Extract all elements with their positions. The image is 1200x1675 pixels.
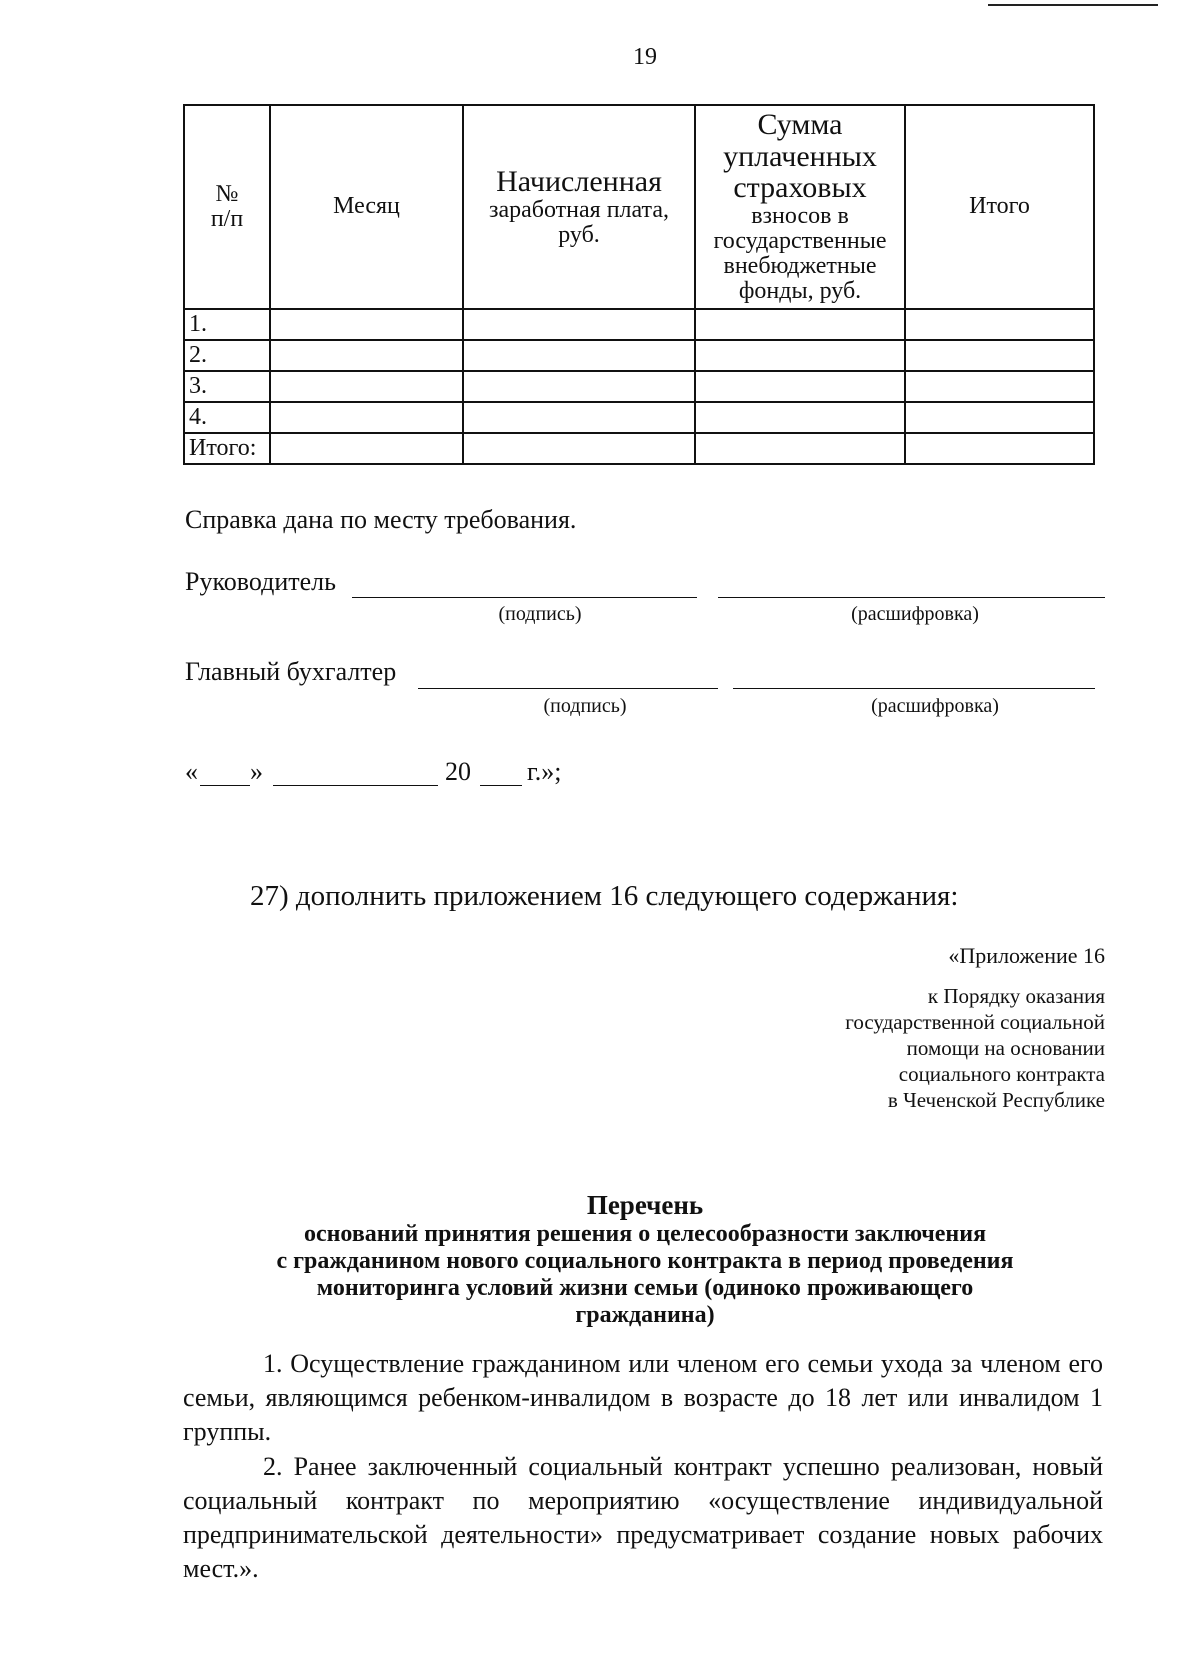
table-cell [270, 340, 463, 371]
list-item-2: 2. Ранее заключенный социальный контракт успешно реализован, новый социальный контракт по мероприятию «осуществление индивидуальной предпринимательской деятельности» предусматривает создание новых рабочих мест.». [183, 1452, 1103, 1583]
appendix-reference: к Порядку оказания государственной социальной помощи на основании социального контракта в Чеченской Республике [845, 984, 1105, 1112]
head-decoding-line [718, 597, 1105, 598]
table-row [184, 309, 1094, 340]
table-cell [905, 402, 1094, 433]
table-cell [463, 340, 695, 371]
head-label: Руководитель [185, 567, 336, 596]
table-cell [905, 309, 1094, 340]
appendix-title: «Приложение 16 [948, 943, 1105, 968]
list-item-1: 1. Осуществление гражданином или членом его семьи ухода за членом его семьи, являющимся ребенком-инвалидом в возрасте до 18 лет или инвалидом 1 группы. [183, 1349, 1103, 1446]
head-signature-caption: (подпись) [498, 603, 582, 625]
table-cell [695, 433, 905, 464]
table-header-row [184, 105, 1094, 309]
header-month: Месяц [270, 105, 463, 309]
table-row [184, 340, 1094, 371]
date-year-suffix: г.»; [527, 757, 562, 786]
row-number: 1. [184, 309, 270, 340]
salary-table [183, 104, 1095, 465]
head-signature-line [352, 597, 697, 598]
table-cell [905, 433, 1094, 464]
date-day-blank [200, 785, 250, 786]
accountant-label: Главный бухгалтер [185, 657, 397, 686]
row-total-label: Итого: [184, 433, 270, 464]
table-cell [463, 371, 695, 402]
header-accrued-salary: Начисленная заработная плата, руб. [463, 105, 695, 309]
table-cell [270, 309, 463, 340]
table-cell [695, 402, 905, 433]
date-close-quote: » [250, 757, 263, 786]
table-cell [695, 371, 905, 402]
list-heading: Перечень оснований принятия решения о целесообразности заключения с гражданином нового социального контракта в период проведения мониторинга условий жизни семьи (одиноко проживающего гражданина) [276, 1190, 1014, 1328]
date-open-quote: « [185, 757, 198, 786]
page-number: 19 [633, 44, 657, 70]
table-cell [695, 340, 905, 371]
table-cell [463, 433, 695, 464]
accountant-decoding-line [733, 688, 1095, 689]
table-cell [905, 371, 1094, 402]
table-cell [270, 402, 463, 433]
amendment-text: 27) дополнить приложением 16 следующего содержания: [250, 880, 959, 912]
accountant-signature-caption: (подпись) [543, 695, 627, 717]
date-year-blank [480, 785, 522, 786]
certificate-issued-text: Справка дана по месту требования. [185, 505, 577, 534]
row-number: 4. [184, 402, 270, 433]
table-total-row [184, 433, 1094, 464]
row-number: 3. [184, 371, 270, 402]
date-year-prefix: 20 [445, 757, 471, 786]
header-number: № п/п [184, 105, 270, 309]
date-month-blank [273, 785, 438, 786]
table-cell [270, 371, 463, 402]
head-decoding-caption: (расшифровка) [851, 603, 979, 625]
header-insurance-contributions: Сумма уплаченных страховых взносов в государственные внебюджетные фонды, руб. [695, 105, 905, 309]
accountant-decoding-caption: (расшифровка) [871, 695, 999, 717]
top-rule [988, 4, 1158, 6]
table-cell [270, 433, 463, 464]
row-number: 2. [184, 340, 270, 371]
table-cell [463, 402, 695, 433]
table-cell [695, 309, 905, 340]
table-row [184, 402, 1094, 433]
accountant-signature-line [418, 688, 718, 689]
table-row [184, 371, 1094, 402]
table-cell [463, 309, 695, 340]
table-cell [905, 340, 1094, 371]
header-total: Итого [905, 105, 1094, 309]
